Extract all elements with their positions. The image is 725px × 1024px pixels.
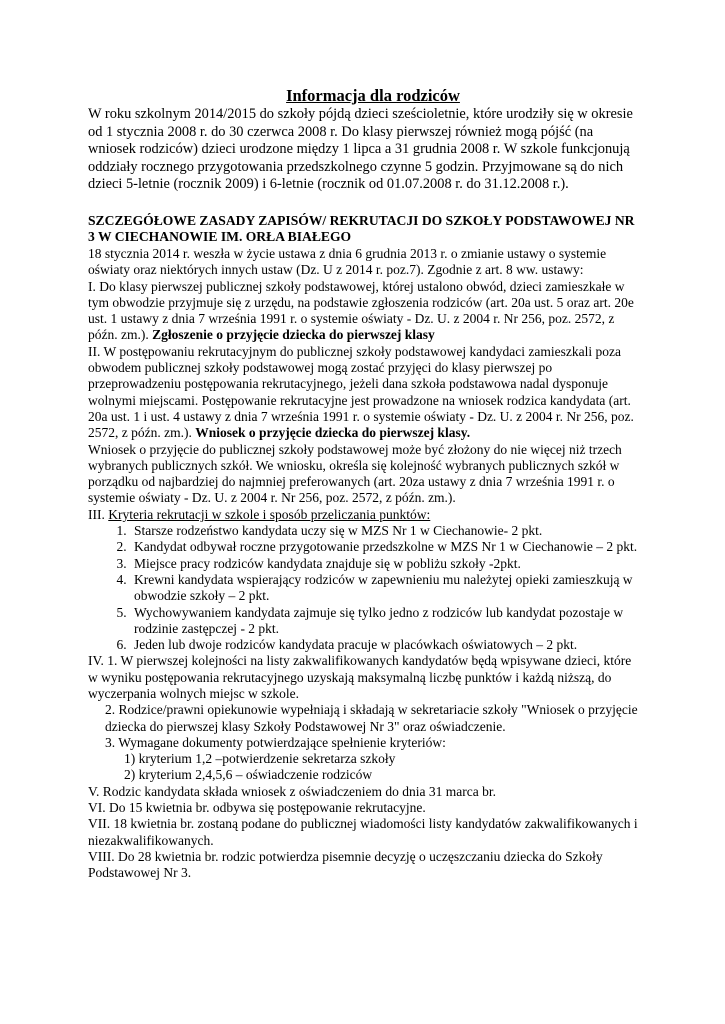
section-i — [88, 279, 638, 344]
section-i-text: I. Do klasy pierwszej publicznej szkoły podstawowej, której ustalono obwód, dzieci zamieszkałe w tym obwodzie przyjmuje się z urzędu, na podstawie zgłoszenia rodziców (art. 20a ust. 5 oraz art. 20e ust. 1 ustawy z dnia 7 września 1991 r. o systemie oświaty - Dz. U. z 2004 r. Nr 256, poz. 2572, z późn. zm.). — [88, 278, 634, 343]
criteria-item: 5. Wychowywaniem kandydata zajmuje się tylko jedno z rodziców lub kandydat pozostaje w rodzinie zastępczej - 2 pkt. — [130, 605, 638, 638]
section-vi: VI. Do 15 kwietnia br. odbywa się postępowanie rekrutacyjne. — [88, 800, 426, 816]
section-iv-3b: 2) kryterium 2,4,5,6 – oświadczenie rodziców — [124, 767, 373, 783]
criteria-item: 3. Miejsce pracy rodziców kandydata znajduje się w pobliżu szkoły -2pkt. — [130, 556, 638, 572]
section-ii-text: II. W postępowaniu rekrutacyjnym do publicznej szkoły podstawowej kandydaci zamieszkali poza obwodem publicznej szkoły podstawowej mogą zostać przyjęci do klasy pierwszej po przeprowadzeniu postępowania rekrutacyjnego, jeżeli dana szkoła podstawowa nadal dysponuje wolnymi miejscami. Postępowanie rekrutacyjne jest prowadzone na wniosek rodzica kandydata (art. 20a ust. 1 i ust. 4 ustawy z dnia 7 września 1991 r. o systemie oświaty - Dz. U. z 2004 r. Nr 256, poz. 2572, z późn. zm.). — [88, 343, 634, 441]
section-iv-2: 2. Rodzice/prawni opiekunowie wypełniają i składają w sekretariacie szkoły "Wniosek o przyjęcie dziecka do pierwszej klasy Szkoły Podstawowej Nr 3" oraz oświadczenie. — [105, 702, 638, 734]
criteria-item: 2. Kandydat odbywał roczne przygotowanie przedszkolne w MZS Nr 1 w Ciechanowie – 2 pkt. — [130, 539, 638, 555]
section-i-bold: Zgłoszenie o przyjęcie dziecka do pierwszej klasy — [152, 327, 435, 343]
criteria-item: 6. Jeden lub dwoje rodziców kandydata pracuje w placówkach oświatowych – 2 pkt. — [130, 637, 638, 653]
section-vii: VII. 18 kwietnia br. zostaną podane do publicznej wiadomości listy kandydatów zakwalifikowanych i niezakwalifikowanych. — [88, 816, 638, 848]
section-viii: VIII. Do 28 kwietnia br. rodzic potwierdza pisemnie decyzję o uczęszczaniu dziecka do Szkoły Podstawowej Nr 3. — [88, 848, 603, 881]
section-v: V. Rodzic kandydata składa wniosek z oświadczeniem do dnia 31 marca br. — [88, 783, 497, 799]
law-intro: 18 stycznia 2014 r. weszła w życie ustawa z dnia 6 grudnia 2013 r. o zmianie ustawy o systemie oświaty oraz niektórych innych ustaw (Dz. U z 2014 r. poz.7). Zgodnie z art. 8 ww. ustawy: — [88, 245, 607, 278]
document-page — [88, 86, 638, 882]
section-ii-bold: Wniosek o przyjęcie dziecka do pierwszej klasy. — [195, 425, 471, 441]
section-iii — [88, 507, 638, 523]
criteria-item: 1. Starsze rodzeństwo kandydata uczy się w MZS Nr 1 w Ciechanowie- 2 pkt. — [130, 523, 638, 539]
criteria-item: 4. Krewni kandydata wspierający rodziców w zapewnieniu mu należytej opieki zamieszkują w obwodzie szkoły – 2 pkt. — [130, 572, 638, 605]
section-iv-3: 3. Wymagane dokumenty potwierdzające spełnienie kryteriów: — [105, 734, 446, 750]
section-iii-prefix: III. — [88, 506, 109, 522]
section-iv-3a: 1) kryterium 1,2 –potwierdzenie sekretarza szkoły — [124, 751, 396, 767]
section-heading: SZCZEGÓŁOWE ZASADY ZAPISÓW/ REKRUTACJI DO SZKOŁY PODSTAWOWEJ NR 3 W CIECHANOWIE IM. ORŁA BIAŁEGO — [88, 212, 635, 245]
section-iv-1: IV. 1. W pierwszej kolejności na listy zakwalifikowanych kandydatów będą wpisywane dzieci, które w wyniku postępowania rekrutacyjnego uzyskają maksymalną liczbę punktów i każdą niższą, do wyczerpania wolnych miejsc w szkole. — [88, 653, 632, 701]
document-title: Informacja dla rodziców — [286, 86, 460, 105]
criteria-list — [88, 523, 638, 653]
section-ii — [88, 344, 638, 507]
section-iii-title: Kryteria rekrutacji w szkole i sposób przeliczania punktów: — [108, 506, 431, 522]
spacer — [88, 194, 638, 213]
section-ii-text2: Wniosek o przyjęcie do publicznej szkoły podstawowej może być złożony do nie więcej niż trzech wybranych publicznych szkół. We wniosku, określa się kolejność wybranych publicznych szkół w porządku od najbardziej do najmniej preferowanych (art. 20za ustawy z dnia 7 września 1991 r. o systemie oświaty - Dz. U. z 2004 r. Nr 256, poz. 2572, z późn. zm.). — [88, 441, 622, 506]
intro-paragraph: W roku szkolnym 2014/2015 do szkoły pójdą dzieci sześcioletnie, które urodziły się w okresie od 1 stycznia 2008 r. do 30 czerwca 2008 r. Do klasy pierwszej również mogą pójść (na wniosek rodziców) dzieci urodzone między 1 lipca a 31 grudnia 2008 r. W szkole funkcjonują oddziały rocznego przygotowania przedszkolnego czynne 5 godzin. Przyjmowane są do nich dzieci 5-letnie (rocznik 2009) i 6-letnie (rocznik od 01.07.2008 r. do 31.12.2008 r.). — [88, 106, 633, 193]
